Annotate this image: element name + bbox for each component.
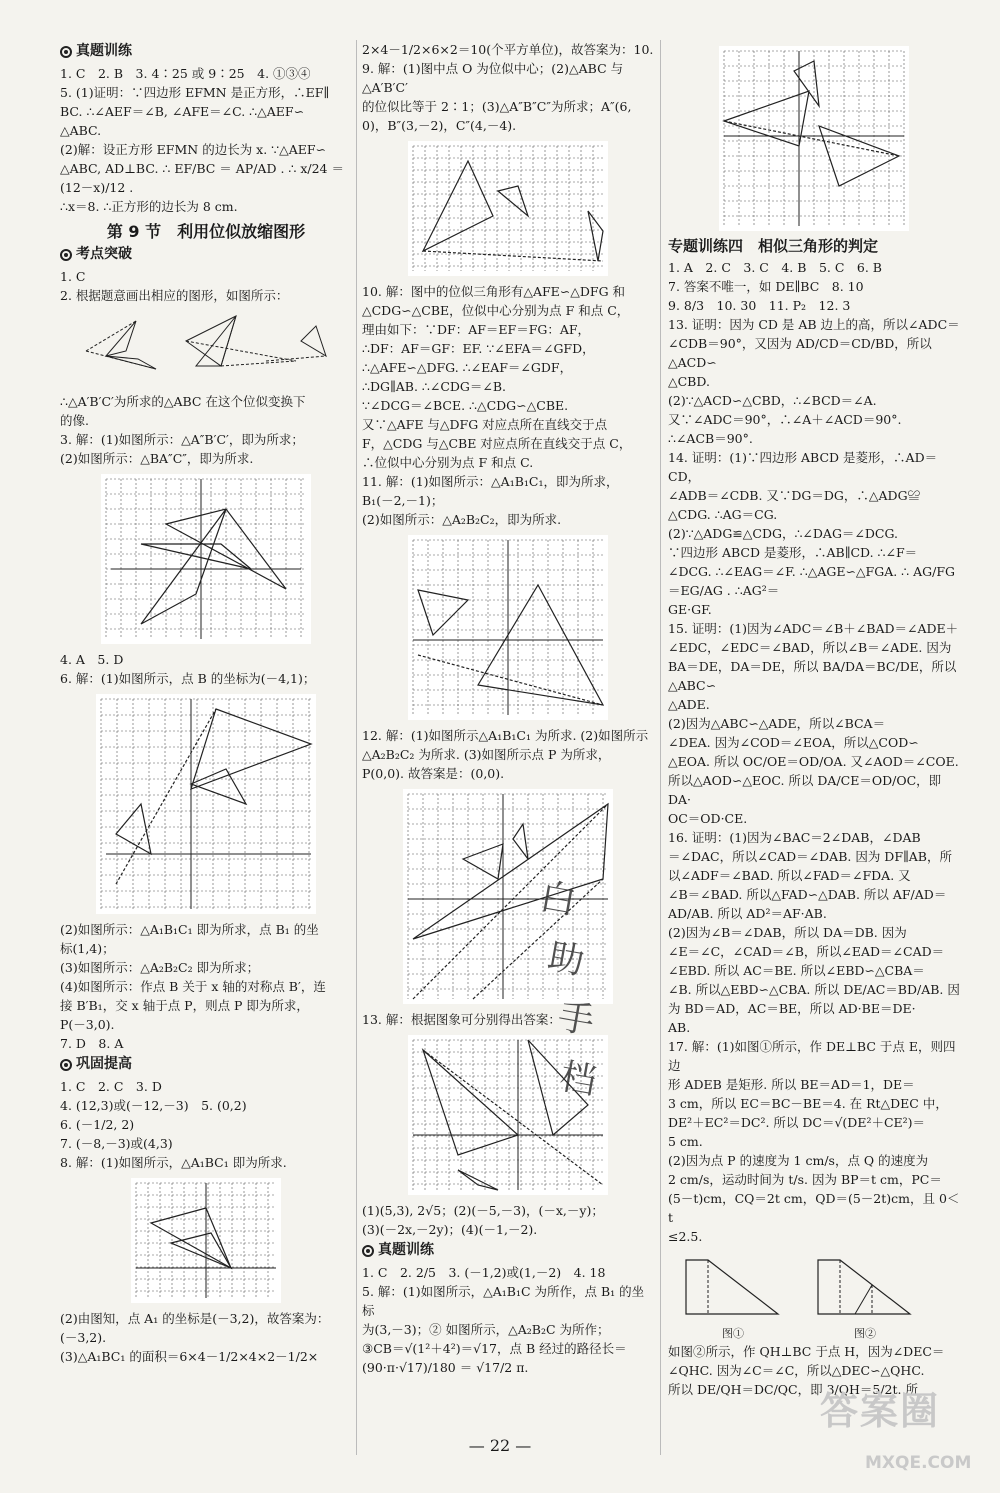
answer-line: 所以△AOD∽△EOC. 所以 DA/CE＝OD/OC，即 DA·	[668, 773, 942, 807]
answer-line: 如图②所示，作 QH⊥BC 于点 H，因为∠DEC＝	[668, 1344, 945, 1359]
answer-line: ∴DG∥AB. ∴∠CDG＝∠B.	[362, 379, 507, 394]
section-heading: 巩固提高	[60, 1055, 352, 1074]
answer-line: (2)∵△ACD∽△CBD，∴∠BCD＝∠A.	[668, 393, 877, 408]
answer-line: (2)如图所示：△A₂B₂C₂，即为所求.	[362, 512, 562, 527]
figure-homothety-triangles	[76, 311, 336, 386]
answer-line: BC. ∴∠AEF＝∠B, ∠AFE＝∠C. ∴△AEF∽	[60, 104, 305, 119]
answer-line: △CDG∽△CBE，位似中心分别为点 F 和点 C，	[362, 303, 630, 318]
answer-line: 13. 解：根据图象可分别得出答案：	[362, 1012, 561, 1027]
answer-line: 形 ADEB 是矩形. 所以 BE＝AD＝1，DE＝	[668, 1077, 915, 1092]
answer-block	[60, 392, 352, 468]
answer-line: ＝∠DAC，所以∠CAD＝∠DAB. 因为 DF∥AB，所	[668, 849, 952, 864]
answer-line: 1. A 2. C 3. C 4. B 5. C 6. B	[668, 260, 882, 275]
answer-line: (5－t)cm，CQ＝2t cm，QD＝(5－2t)cm，且 0＜t	[668, 1191, 960, 1225]
answer-line: 2. 根据题意画出相应的图形，如图所示：	[60, 288, 289, 303]
answer-line: (2)因为△ABC∽△ADE，所以∠BCA＝	[668, 716, 886, 731]
answer-line: ∵∠DCG＝∠BCE. ∴△CDG∽△CBE.	[362, 398, 569, 413]
handwriting-mark: 助	[544, 936, 588, 983]
answer-line: ③CB＝√(1²＋4²)＝√17，点 B 经过的路径长＝	[362, 1341, 627, 1356]
answer-line: ∠DCG. ∴∠EAG＝∠F. ∴△AGE∽△FGA. ∴ AG/FG＝EG/AG . ∴AG²＝	[668, 564, 955, 598]
handwriting-mark: 手	[554, 996, 598, 1043]
answer-line: P(0,0). 故答案是：(0,0).	[362, 766, 505, 781]
answer-line: (90·π·√17)/180 ＝ √17/2 π.	[362, 1360, 529, 1375]
answer-line: ∠CDB＝90°，又因为 AD/CD＝CD/BD，所以△ACD∽	[668, 336, 932, 370]
answer-line: ∠QHC. 因为∠C＝∠C，所以△DEC∽△QHC.	[668, 1363, 925, 1378]
answer-line: (3)(－2x,－2y)；(4)(－1,－2).	[362, 1222, 538, 1237]
handwriting-mark: 白	[536, 876, 580, 923]
bullet-icon	[60, 46, 72, 58]
answer-line: 8. 解：(1)如图所示，△A₁BC₁ 即为所求.	[60, 1155, 287, 1170]
figure-grid-q6	[96, 694, 316, 914]
answer-line: 9. 8/3 10. 30 11. P₂ 12. 3	[668, 298, 851, 313]
answer-line: 4. A 5. D	[60, 652, 124, 667]
answer-line: (2)如图所示：△BA″C″，即为所求.	[60, 451, 254, 466]
figure-grid-q3	[101, 474, 311, 644]
answer-line: GE·GF.	[668, 602, 712, 617]
answer-line: 12. 解：(1)如图所示△A₁B₁C₁ 为所求. (2)如图所示	[362, 728, 649, 743]
answer-line: 为(3,－3)；② 如图所示，△A₂B₂C 为所作；	[362, 1322, 610, 1337]
section-heading: 真题训练	[362, 1241, 654, 1260]
column-divider	[356, 40, 357, 1455]
chapter-title: 第 9 节 利用位似放缩图形	[106, 222, 306, 241]
answer-line: ≤2.5.	[668, 1229, 703, 1244]
answer-line: 17. 解：(1)如图①所示，作 DE⊥BC 于点 E，则四边	[668, 1039, 956, 1073]
column-middle	[362, 40, 654, 1377]
handwriting-mark: 档	[556, 1056, 600, 1103]
answer-block	[362, 1010, 654, 1029]
answer-line: 1. C 2. B 3. 4∶25 或 9∶25 4. ①③④	[60, 66, 311, 81]
answer-line: BA＝DE，DA＝DE，所以 BA/DA＝BC/DE，所以△ABC∽	[668, 659, 957, 693]
answer-line: (2)∵△ADG≌△CDG，∴∠DAG＝∠DCG.	[668, 526, 898, 541]
answer-line: △CDG. ∴AG＝CG.	[668, 507, 778, 522]
answer-line: △ABC.	[60, 123, 102, 138]
answer-line: (1)(5,3), 2√5；(2)(－5,－3)，(－x,－y)；	[362, 1203, 604, 1218]
answer-block	[60, 650, 352, 688]
answer-line: 10. 解：图中的位似三角形有△AFE∽△DFG 和	[362, 284, 626, 299]
answer-block	[362, 1201, 654, 1239]
bullet-icon	[60, 1059, 72, 1071]
answer-line: △ADE.	[668, 697, 710, 712]
answer-line: 理由如下：∵DF：AF＝EF＝FG：AF，	[362, 322, 591, 337]
answer-line: B₁(－2,－1)；	[362, 493, 444, 508]
answer-line: △A₂B₂C₂ 为所求. (3)如图所示点 P 为所求，	[362, 747, 611, 762]
answer-block	[362, 1263, 654, 1377]
answer-line: ∴△AFE∽△DFG. ∴∠EAF＝∠GDF，	[362, 360, 573, 375]
column-right	[668, 40, 960, 1399]
figure-trapezoid-1: 图①	[678, 1252, 788, 1340]
answer-line: (2)因为点 P 的速度为 1 cm/s，点 Q 的速度为	[668, 1153, 929, 1168]
answer-line: 标(1,4)；	[60, 941, 115, 956]
answer-line: △EOA. 所以 OC/OE＝OD/OA. 又∠AOD＝∠COE.	[668, 754, 959, 769]
answer-line: F，△CDG 与△CBE 对应点所在直线交于点 C，	[362, 436, 632, 451]
answer-line: 以∠ADF＝∠BAD. 所以∠FAD＝∠FDA. 又	[668, 868, 911, 883]
figure-trapezoid-2: 图②	[810, 1252, 920, 1340]
section-heading: 真题训练	[60, 42, 352, 61]
section-heading: 考点突破	[60, 245, 352, 264]
column-left	[60, 40, 352, 1366]
answer-line: 5. (1)证明：∵四边形 EFMN 是正方形，∴EF∥	[60, 85, 330, 100]
answer-line: AD/AB. 所以 AD²＝AF·AB.	[668, 906, 827, 921]
answer-line: 又∵∠ADC＝90°，∴∠A＋∠ACD＝90°.	[668, 412, 902, 427]
answer-block	[60, 64, 352, 216]
answer-line: 7. 答案不唯一，如 DE∥BC 8. 10	[668, 279, 864, 294]
answer-line: 15. 证明：(1)因为∠ADC＝∠B＋∠BAD＝∠ADE＋	[668, 621, 959, 636]
answer-block	[362, 282, 654, 529]
answer-line: 7. (－8,－3)或(4,3)	[60, 1136, 173, 1151]
answer-line: 6. (－1/2, 2)	[60, 1117, 135, 1132]
answer-line: 1. C	[60, 269, 86, 284]
answer-line: 又∵△AFE 与△DFG 对应点所在直线交于点	[362, 417, 608, 432]
figures-row	[678, 1252, 960, 1340]
answer-line: ∴位似中心分别为点 F 和点 C.	[362, 455, 534, 470]
answer-line: 13. 证明：因为 CD 是 AB 边上的高，所以∠ADC＝	[668, 317, 960, 332]
answer-line: 3 cm，所以 EC＝BC－BE＝4. 在 Rt△DEC 中，	[668, 1096, 948, 1111]
answer-line: ∵四边形 ABCD 是菱形，∴AB∥CD. ∴∠F＝	[668, 545, 918, 560]
answer-line: (2)解：设正方形 EFMN 的边长为 x. ∵△AEF∽	[60, 142, 327, 157]
figure-grid-top-right	[719, 46, 909, 231]
answer-line: 为 BD＝AD，AC＝BE，所以 AD·BE＝DE·	[668, 1001, 916, 1016]
answer-line: 16. 证明：(1)因为∠BAC＝2∠DAB，∠DAB	[668, 830, 921, 845]
watermark-logo: 答案圈 MXQE.COM	[820, 1389, 972, 1473]
answer-line: 14. 证明：(1)∵四边形 ABCD 是菱形，∴AD＝CD，	[668, 450, 938, 484]
page-number: — 22 —	[468, 1436, 532, 1455]
answer-line: 0)，B″(3,－2)，C″(4,－4).	[362, 118, 517, 133]
answer-line: (3)△A₁BC₁ 的面积＝6×4－1/2×4×2－1/2×	[60, 1349, 319, 1364]
answer-line: ∠EDC，∠EDC＝∠BAD，所以∠B＝∠ADE. 因为	[668, 640, 952, 655]
figure-grid-q11	[408, 535, 608, 720]
figure-grid-q8	[131, 1178, 281, 1303]
answer-line: (－3,2).	[60, 1330, 107, 1345]
bullet-icon	[60, 249, 72, 261]
chapter-title: 专题训练四 相似三角形的判定	[668, 237, 879, 255]
answer-block	[362, 40, 654, 135]
answer-block	[60, 1077, 352, 1172]
answer-line: (4)如图所示：作点 B 关于 x 轴的对称点 B′，连	[60, 979, 326, 994]
column-divider	[660, 40, 661, 1455]
answer-line: 7. D 8. A	[60, 1036, 124, 1051]
answer-line: 1. C 2. C 3. D	[60, 1079, 162, 1094]
answer-block	[60, 267, 352, 305]
answer-line: 2×4－1/2×6×2＝10(个平方单位)，故答案为：10.	[362, 42, 654, 57]
answer-line: 4. (12,3)或(－12,－3) 5. (0,2)	[60, 1098, 247, 1113]
answer-block	[362, 726, 654, 783]
answer-line: ∠EBD. 所以 AC＝BE. 所以∠EBD∽△CBA＝	[668, 963, 925, 978]
figure-grid-q9	[408, 141, 608, 276]
answer-line: 的像.	[60, 413, 89, 428]
answer-line: ∴∠ACB＝90°.	[668, 431, 753, 446]
answer-line: (2)如图所示：△A₁B₁C₁ 即为所求，点 B₁ 的坐	[60, 922, 319, 937]
answer-line: 5. 解：(1)如图所示，△A₁B₁C 为所作，点 B₁ 的坐标	[362, 1284, 645, 1318]
answer-line: ∴△A′B′C′为所求的△ABC 在这个位似变换下	[60, 394, 306, 409]
answer-line: P(－3,0).	[60, 1017, 115, 1032]
answer-line: OC＝OD·CE.	[668, 811, 748, 826]
answer-line: (3)如图所示：△A₂B₂C₂ 即为所求；	[60, 960, 260, 975]
answer-line: AB.	[668, 1020, 691, 1035]
answer-line: 所以 DE/QH＝DC/QC，即 3/QH＝5/2t. 所	[668, 1382, 918, 1397]
answer-line: 6. 解：(1)如图所示，点 B 的坐标为(－4,1)；	[60, 671, 316, 686]
bullet-icon	[362, 1245, 374, 1257]
answer-line: ∠B. 所以△EBD∽△CBA. 所以 DE/AC＝BD/AB. 因	[668, 982, 960, 997]
answer-line: ∠E＝∠C，∠CAD＝∠B，所以∠EAD＝∠CAD＝	[668, 944, 945, 959]
answer-line: 11. 解：(1)如图所示：△A₁B₁C₁，即为所求，	[362, 474, 619, 489]
answer-line: ∠ADB＝∠CDB. 又∵DG＝DG，∴△ADG≌	[668, 488, 921, 503]
answer-line: △CBD.	[668, 374, 710, 389]
answer-block	[60, 920, 352, 1053]
answer-line: △ABC, AD⊥BC. ∴ EF/BC ＝ AP/AD . ∴ x/24 ＝ (12－x)/12 .	[60, 161, 344, 195]
answer-line: 接 B′B₁，交 x 轴于点 P，则点 P 即为所求，	[60, 998, 309, 1013]
answer-line: ∠B＝∠BAD. 所以△FAD∽△DAB. 所以 AF/AD＝	[668, 887, 947, 902]
answer-line: 3. 解：(1)如图所示：△A″B′C′，即为所求；	[60, 432, 304, 447]
answer-line: 9. 解：(1)图中点 O 为位似中心；(2)△ABC 与△A′B′C′	[362, 61, 624, 95]
answer-line: (2)由图知，点 A₁ 的坐标是(－3,2)，故答案为：	[60, 1311, 330, 1326]
answer-line: 5 cm.	[668, 1134, 703, 1149]
answer-line: ∴DF：AF＝GF：EF. ∵∠EFA＝∠GFD，	[362, 341, 595, 356]
answer-block	[60, 1309, 352, 1366]
answer-line: ∠DEA. 因为∠COD＝∠EOA，所以△COD∽	[668, 735, 919, 750]
answer-line: DE²＋EC²＝DC². 所以 DC＝√(DE²＋CE²)＝	[668, 1115, 926, 1130]
answer-line: 2 cm/s，运动时间为 t/s. 因为 BP＝t cm，PC＝	[668, 1172, 942, 1187]
answer-line: 的位似比等于 2∶1；(3)△A″B″C″为所求；A″(6,	[362, 99, 632, 114]
answer-line: (2)因为∠B＝∠DAB，所以 DA＝DB. 因为	[668, 925, 907, 940]
answer-line: 1. C 2. 2/5 3. (－1,2)或(1,－2) 4. 18	[362, 1265, 606, 1280]
answer-line: ∴x＝8. ∴正方形的边长为 8 cm.	[60, 199, 238, 214]
answer-block	[668, 258, 960, 1246]
